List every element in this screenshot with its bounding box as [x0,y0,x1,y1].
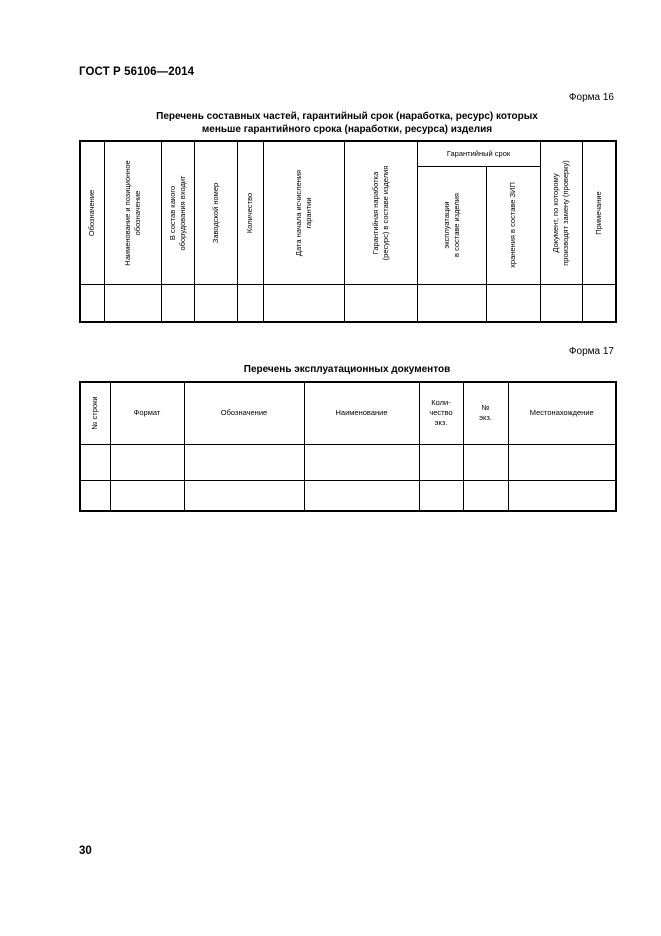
table-cell [80,480,110,511]
table-cell [194,284,237,322]
table-cell [263,284,344,322]
header-count-line1: Коли- [431,398,451,408]
table-cell [582,284,616,322]
document-header: ГОСТ Р 56106—2014 [79,66,195,78]
form17-table [79,381,617,512]
header-operation-line1: эксплуатации [441,201,451,249]
header-document-line2: производят замену (проверку) [561,159,571,266]
table-cell [110,444,184,480]
form16-table [79,140,617,323]
header-copy-number-line1: № [481,403,490,413]
table-cell [508,480,616,511]
header-warranty-operation-text [371,165,391,260]
table-cell [508,444,616,480]
table-cell [419,480,463,511]
table-cell [419,444,463,480]
form17-label: Форма 17 [568,346,614,357]
table-row [80,284,616,322]
header-operation-line2: в составе изделия [451,193,461,257]
header-location: Местонахождение [508,382,616,444]
header-document [540,141,582,284]
table-cell [110,480,184,511]
table-cell [184,444,304,480]
header-warranty-start-line2: гарантии [303,197,313,229]
header-note-text: Примечание [593,191,603,235]
table-row [80,444,616,480]
table-cell [104,284,161,322]
header-warranty-operation-line2: (ресурс) в составе изделия [380,165,390,261]
header-copy-number [463,382,508,444]
header-part-of-line1: В состав какого [167,185,177,240]
header-format: Формат [110,382,184,444]
header-operation [417,166,486,284]
header-storage [486,166,540,284]
header-name-text [123,160,143,265]
header-row-number [80,382,110,444]
header-copy-number-line2: экз. [479,413,492,423]
header-count-line2: чество [429,408,453,418]
header-designation [80,141,104,284]
header-document-text [551,160,571,266]
header-name: Наименование [304,382,419,444]
form16-label: Форма 16 [568,92,614,103]
header-quantity [237,141,263,284]
header-operation-text [442,193,462,257]
table-cell [161,284,194,322]
header-warranty-start [263,141,344,284]
table-cell [80,444,110,480]
form16-title-line2: меньше гарантийного срока (наработки, ресурса) изделия [201,124,493,135]
page-number: 30 [79,845,92,857]
header-part-of-text [168,175,188,250]
header-note [582,141,616,284]
form16-title-line1: Перечень составных частей, гарантийный срок (наработка, ресурс) которых [156,111,538,122]
header-warranty-operation [344,141,417,284]
header-quantity-text: Количество [245,192,254,233]
header-name-line2: обозначение [132,190,142,236]
table-cell [80,284,104,322]
form16-title [79,110,615,136]
header-storage-text: хранения в составе ЗИП [508,182,517,268]
table-cell [304,480,419,511]
header-warranty-operation-line1: Гарантийная наработка [370,171,380,255]
table-row [80,480,616,511]
header-count-line3: экз. [434,418,448,428]
header-designation: Обозначение [184,382,304,444]
table-cell [237,284,263,322]
header-document-line1: Документ, по которому [551,173,561,253]
header-part-of [161,141,194,284]
header-serial [194,141,237,284]
header-count [419,382,463,444]
header-warranty-start-text [294,170,314,256]
header-name-line1: Наименование и позиционное [122,160,132,266]
header-name [104,141,161,284]
table-cell [486,284,540,322]
header-warranty-period: Гарантийный срок [417,141,540,166]
table-cell [463,444,508,480]
header-serial-text: Заводской номер [210,182,220,243]
table-cell [417,284,486,322]
table-cell [463,480,508,511]
form17-title: Перечень эксплуатационных документов [243,364,451,375]
table-cell [184,480,304,511]
table-cell [540,284,582,322]
header-designation-text: Обозначение [87,189,97,236]
header-row-number-text: № строки [90,396,100,430]
table-cell [304,444,419,480]
header-warranty-start-line1: Дата начала исчисления [293,169,303,256]
table-cell [344,284,417,322]
header-part-of-line2: оборудования входит [177,175,187,251]
